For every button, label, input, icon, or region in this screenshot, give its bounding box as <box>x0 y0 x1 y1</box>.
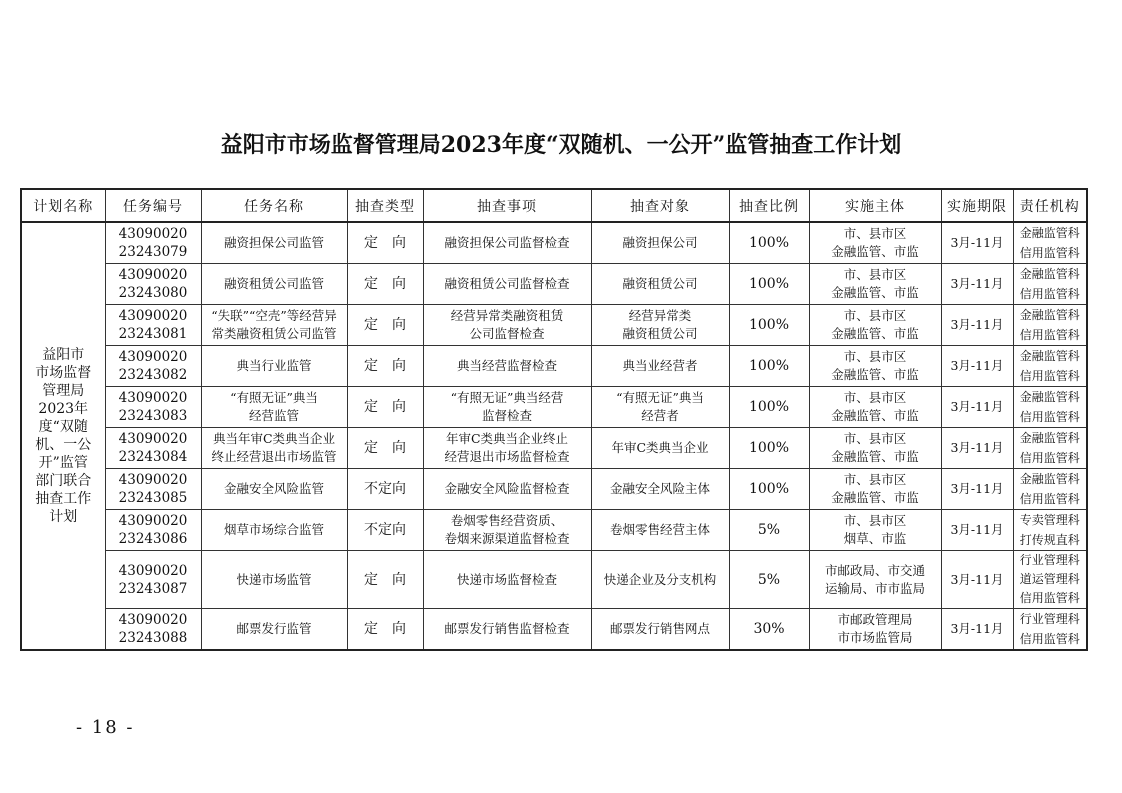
org-cell-line: 金融监管科 <box>1019 267 1080 281</box>
plan-name-line: 管理局 <box>42 383 85 399</box>
check-type-cell: 定 向 <box>347 222 423 264</box>
inspection-plan-table <box>20 188 1088 651</box>
task-id-cell-line: 23243084 <box>118 449 188 465</box>
check-type-cell: 定 向 <box>347 387 423 428</box>
plan-name-line: 益阳市 <box>42 347 85 363</box>
org-cell-line: 信用监管科 <box>1019 287 1080 301</box>
org-cell-line: 信用监管科 <box>1019 369 1080 383</box>
org-cell-line: 行业管理科 <box>1019 612 1080 626</box>
subject-cell <box>809 346 941 387</box>
subject-cell-line: 金融监管、市监 <box>831 244 919 259</box>
check-type-cell: 定 向 <box>347 428 423 469</box>
header-task-name: 任务名称 <box>201 189 347 222</box>
subject-cell <box>809 305 941 346</box>
check-type-cell: 定 向 <box>347 305 423 346</box>
task-id-cell-line: 43090020 <box>118 349 188 365</box>
header-check-ratio: 抽查比例 <box>729 189 809 222</box>
check-type-cell: 不定向 <box>347 469 423 510</box>
check-target-cell-line: 金融安全风险主体 <box>609 481 710 496</box>
document-title: 益阳市市场监督管理局2023年度“双随机、一公开”监管抽查工作计划 <box>220 132 902 158</box>
table-row <box>21 346 1087 387</box>
task-id-cell-line: 43090020 <box>118 308 188 324</box>
period-cell: 3月-11月 <box>941 428 1013 469</box>
plan-name-line: 开”监管 <box>38 455 88 471</box>
subject-cell-line: 市邮政局、市交通 <box>824 562 925 578</box>
subject-cell-line: 市邮政管理局 <box>837 612 913 627</box>
period-cell: 3月-11月 <box>941 222 1013 264</box>
check-ratio-cell: 100% <box>729 387 809 428</box>
table-row <box>21 387 1087 428</box>
org-cell <box>1013 264 1087 305</box>
subject-cell <box>809 469 941 510</box>
period-cell: 3月-11月 <box>941 609 1013 651</box>
check-item-cell <box>423 264 591 305</box>
period-cell: 3月-11月 <box>941 346 1013 387</box>
check-target-cell <box>591 510 729 551</box>
task-id-cell-line: 23243081 <box>118 326 188 342</box>
plan-name-line: 度“双随 <box>38 419 88 435</box>
check-target-cell-line: 年审C类典当企业 <box>611 440 709 455</box>
task-name-cell-line: 典当行业监管 <box>236 358 312 373</box>
plan-name-line: 部门联合 <box>35 473 92 489</box>
period-cell: 3月-11月 <box>941 264 1013 305</box>
org-cell-line: 行业管理科 <box>1019 553 1080 567</box>
org-cell <box>1013 387 1087 428</box>
header-task-id: 任务编号 <box>105 189 201 222</box>
task-id-cell-line: 23243087 <box>118 580 188 597</box>
check-item-cell <box>423 469 591 510</box>
check-target-cell <box>591 469 729 510</box>
task-id-cell <box>105 428 201 469</box>
org-cell-line: 信用监管科 <box>1019 591 1080 605</box>
table-row <box>21 609 1087 651</box>
task-id-cell-line: 43090020 <box>118 513 188 529</box>
task-name-cell <box>201 510 347 551</box>
period-cell: 3月-11月 <box>941 551 1013 609</box>
subject-cell-line: 金融监管、市监 <box>831 285 919 300</box>
check-item-cell <box>423 428 591 469</box>
check-ratio-cell: 100% <box>729 428 809 469</box>
check-item-cell-line: 卷烟零售经营资质、 <box>450 513 564 528</box>
check-item-cell <box>423 305 591 346</box>
subject-cell-line: 市、县市区 <box>843 513 907 528</box>
subject-cell-line: 市、县市区 <box>843 267 907 282</box>
check-item-cell-line: 年审C类典当企业终止 <box>445 431 569 446</box>
org-cell-line: 信用监管科 <box>1019 632 1080 646</box>
check-item-cell <box>423 346 591 387</box>
subject-cell <box>809 387 941 428</box>
header-org: 责任机构 <box>1013 189 1087 222</box>
org-cell <box>1013 510 1087 551</box>
header-period: 实施期限 <box>941 189 1013 222</box>
task-id-cell-line: 23243080 <box>118 285 188 301</box>
subject-cell-line: 金融监管、市监 <box>831 367 919 382</box>
check-ratio-cell: 100% <box>729 469 809 510</box>
header-check-item: 抽查事项 <box>423 189 591 222</box>
check-item-cell-line: 卷烟来源渠道监督检查 <box>444 531 570 546</box>
subject-cell <box>809 428 941 469</box>
task-name-cell-line: 终止经营退出市场监管 <box>211 449 337 464</box>
org-cell-line: 打传规直科 <box>1019 533 1080 547</box>
header-check-target: 抽查对象 <box>591 189 729 222</box>
plan-name-cell <box>21 222 105 650</box>
task-name-cell-line: 融资担保公司监管 <box>223 235 324 250</box>
plan-name-line: 抽查工作 <box>35 491 92 507</box>
check-target-cell-line: “有照无证”典当 <box>616 390 704 405</box>
subject-cell-line: 市、县市区 <box>843 308 907 323</box>
task-id-cell-line: 23243086 <box>118 531 188 547</box>
task-name-cell <box>201 609 347 651</box>
task-id-cell <box>105 609 201 651</box>
task-id-cell <box>105 305 201 346</box>
subject-cell-line: 金融监管、市监 <box>831 408 919 423</box>
org-cell <box>1013 469 1087 510</box>
subject-cell-line: 市、县市区 <box>843 226 907 241</box>
task-id-cell-line: 23243079 <box>118 244 188 260</box>
subject-cell-line: 市、县市区 <box>843 472 907 487</box>
check-ratio-cell: 100% <box>729 346 809 387</box>
task-name-cell <box>201 469 347 510</box>
task-id-cell-line: 43090020 <box>118 472 188 488</box>
period-cell: 3月-11月 <box>941 305 1013 346</box>
task-name-cell-line: 典当年审C类典当企业 <box>212 431 336 446</box>
plan-name-line: 2023年 <box>38 401 89 417</box>
table-row <box>21 222 1087 264</box>
task-name-cell <box>201 428 347 469</box>
check-item-cell <box>423 510 591 551</box>
check-target-cell-line: 典当业经营者 <box>622 358 698 373</box>
check-target-cell <box>591 222 729 264</box>
subject-cell-line: 金融监管、市监 <box>831 449 919 464</box>
check-item-cell-line: 融资租赁公司监督检查 <box>444 276 570 291</box>
header-plan-name: 计划名称 <box>21 189 105 222</box>
org-cell-line: 信用监管科 <box>1019 328 1080 342</box>
task-id-cell <box>105 551 201 609</box>
check-type-cell: 不定向 <box>347 510 423 551</box>
task-id-cell-line: 43090020 <box>118 562 188 579</box>
org-cell-line: 金融监管科 <box>1019 349 1080 363</box>
check-item-cell-line: 经营异常类融资租赁 <box>450 308 564 323</box>
org-cell-line: 金融监管科 <box>1019 472 1080 486</box>
check-item-cell <box>423 387 591 428</box>
org-cell <box>1013 428 1087 469</box>
plan-name-line: 市场监督 <box>35 365 92 381</box>
table-row <box>21 510 1087 551</box>
check-target-cell <box>591 428 729 469</box>
check-item-cell-line: “有照无证”典当经营 <box>450 390 564 405</box>
task-id-cell-line: 43090020 <box>118 390 188 406</box>
task-name-cell <box>201 346 347 387</box>
check-target-cell-line: 融资担保公司 <box>622 235 698 250</box>
org-cell-line: 金融监管科 <box>1019 431 1080 445</box>
check-target-cell <box>591 305 729 346</box>
check-target-cell-line: 卷烟零售经营主体 <box>609 522 710 537</box>
check-ratio-cell: 100% <box>729 264 809 305</box>
org-cell-line: 信用监管科 <box>1019 246 1080 260</box>
check-target-cell-line: 经营者 <box>641 408 679 423</box>
check-target-cell <box>591 551 729 609</box>
task-name-cell-line: 烟草市场综合监管 <box>223 522 324 537</box>
check-target-cell <box>591 264 729 305</box>
task-id-cell-line: 43090020 <box>118 612 188 628</box>
org-cell-line: 信用监管科 <box>1019 492 1080 506</box>
task-name-cell-line: 融资租赁公司监管 <box>223 276 324 291</box>
check-item-cell <box>423 609 591 651</box>
task-name-cell-line: 金融安全风险监管 <box>223 481 324 496</box>
subject-cell-line: 金融监管、市监 <box>831 490 919 505</box>
subject-cell-line: 烟草、市监 <box>843 531 907 546</box>
task-id-cell <box>105 222 201 264</box>
check-item-cell-line: 快递市场监督检查 <box>456 571 557 587</box>
task-id-cell-line: 23243085 <box>118 490 188 506</box>
check-type-cell: 定 向 <box>347 551 423 609</box>
subject-cell <box>809 510 941 551</box>
task-id-cell <box>105 346 201 387</box>
org-cell-line: 金融监管科 <box>1019 226 1080 240</box>
task-id-cell <box>105 387 201 428</box>
subject-cell-line: 运输局、市市监局 <box>824 580 925 596</box>
check-item-cell-line: 融资担保公司监督检查 <box>444 235 570 250</box>
check-item-cell-line: 公司监督检查 <box>469 326 545 341</box>
check-target-cell <box>591 609 729 651</box>
task-name-cell <box>201 264 347 305</box>
period-cell: 3月-11月 <box>941 469 1013 510</box>
subject-cell <box>809 264 941 305</box>
check-ratio-cell: 30% <box>729 609 809 651</box>
task-name-cell-line: 快递市场监管 <box>236 571 312 587</box>
task-id-cell-line: 43090020 <box>118 431 188 447</box>
table-row <box>21 428 1087 469</box>
task-id-cell <box>105 264 201 305</box>
task-name-cell-line: “有照无证”典当 <box>230 390 318 405</box>
check-target-cell <box>591 346 729 387</box>
check-ratio-cell: 100% <box>729 305 809 346</box>
task-id-cell-line: 23243088 <box>118 630 188 646</box>
check-target-cell-line: 邮票发行销售网点 <box>609 621 710 636</box>
check-target-cell-line: 经营异常类 <box>628 308 692 323</box>
org-cell-line: 信用监管科 <box>1019 410 1080 424</box>
check-type-cell: 定 向 <box>347 346 423 387</box>
task-id-cell-line: 43090020 <box>118 226 188 242</box>
task-name-cell <box>201 305 347 346</box>
subject-cell <box>809 551 941 609</box>
task-name-cell <box>201 551 347 609</box>
subject-cell-line: 市、县市区 <box>843 390 907 405</box>
org-cell <box>1013 305 1087 346</box>
header-subject: 实施主体 <box>809 189 941 222</box>
check-item-cell <box>423 551 591 609</box>
check-item-cell-line: 经营退出市场监督检查 <box>444 449 570 464</box>
plan-name-line: 计划 <box>49 509 78 525</box>
period-cell: 3月-11月 <box>941 387 1013 428</box>
task-id-cell <box>105 510 201 551</box>
task-name-cell-line: 经营监管 <box>248 408 299 423</box>
header-row <box>21 189 1087 222</box>
check-item-cell-line: 典当经营监督检查 <box>456 358 557 373</box>
org-cell-line: 专卖管理科 <box>1019 513 1080 527</box>
table-row <box>21 551 1087 609</box>
check-target-cell-line: 融资租赁公司 <box>622 276 698 291</box>
check-ratio-cell: 100% <box>729 222 809 264</box>
org-cell <box>1013 609 1087 651</box>
table-row <box>21 264 1087 305</box>
task-id-cell <box>105 469 201 510</box>
page-number: - 18 - <box>76 717 135 738</box>
check-type-cell: 定 向 <box>347 609 423 651</box>
subject-cell-line: 市、县市区 <box>843 431 907 446</box>
check-target-cell <box>591 387 729 428</box>
table-row <box>21 305 1087 346</box>
org-cell-line: 信用监管科 <box>1019 451 1080 465</box>
check-item-cell-line: 金融安全风险监督检查 <box>444 481 570 496</box>
org-cell <box>1013 346 1087 387</box>
check-type-cell: 定 向 <box>347 264 423 305</box>
check-item-cell-line: 邮票发行销售监督检查 <box>444 621 570 636</box>
check-target-cell-line: 快递企业及分支机构 <box>603 571 717 587</box>
check-ratio-cell: 5% <box>729 510 809 551</box>
org-cell <box>1013 222 1087 264</box>
task-id-cell-line: 23243082 <box>118 367 188 383</box>
subject-cell-line: 市、县市区 <box>843 349 907 364</box>
task-name-cell-line: “失联”“空壳”等经营异 <box>211 308 337 323</box>
check-item-cell <box>423 222 591 264</box>
task-name-cell <box>201 222 347 264</box>
table-row <box>21 469 1087 510</box>
check-target-cell-line: 融资租赁公司 <box>622 326 698 341</box>
check-ratio-cell: 5% <box>729 551 809 609</box>
task-name-cell <box>201 387 347 428</box>
org-cell-line: 金融监管科 <box>1019 390 1080 404</box>
period-cell: 3月-11月 <box>941 510 1013 551</box>
task-id-cell-line: 43090020 <box>118 267 188 283</box>
subject-cell <box>809 609 941 651</box>
task-name-cell-line: 常类融资租赁公司监管 <box>211 326 337 341</box>
task-id-cell-line: 23243083 <box>118 408 188 424</box>
subject-cell-line: 市市场监管局 <box>837 630 913 645</box>
subject-cell <box>809 222 941 264</box>
check-item-cell-line: 监督检查 <box>481 408 532 423</box>
subject-cell-line: 金融监管、市监 <box>831 326 919 341</box>
task-name-cell-line: 邮票发行监管 <box>236 621 312 636</box>
org-cell-line: 道运管理科 <box>1019 572 1080 586</box>
org-cell-line: 金融监管科 <box>1019 308 1080 322</box>
header-check-type: 抽查类型 <box>347 189 423 222</box>
plan-name-line: 机、一公 <box>35 437 92 453</box>
org-cell <box>1013 551 1087 609</box>
